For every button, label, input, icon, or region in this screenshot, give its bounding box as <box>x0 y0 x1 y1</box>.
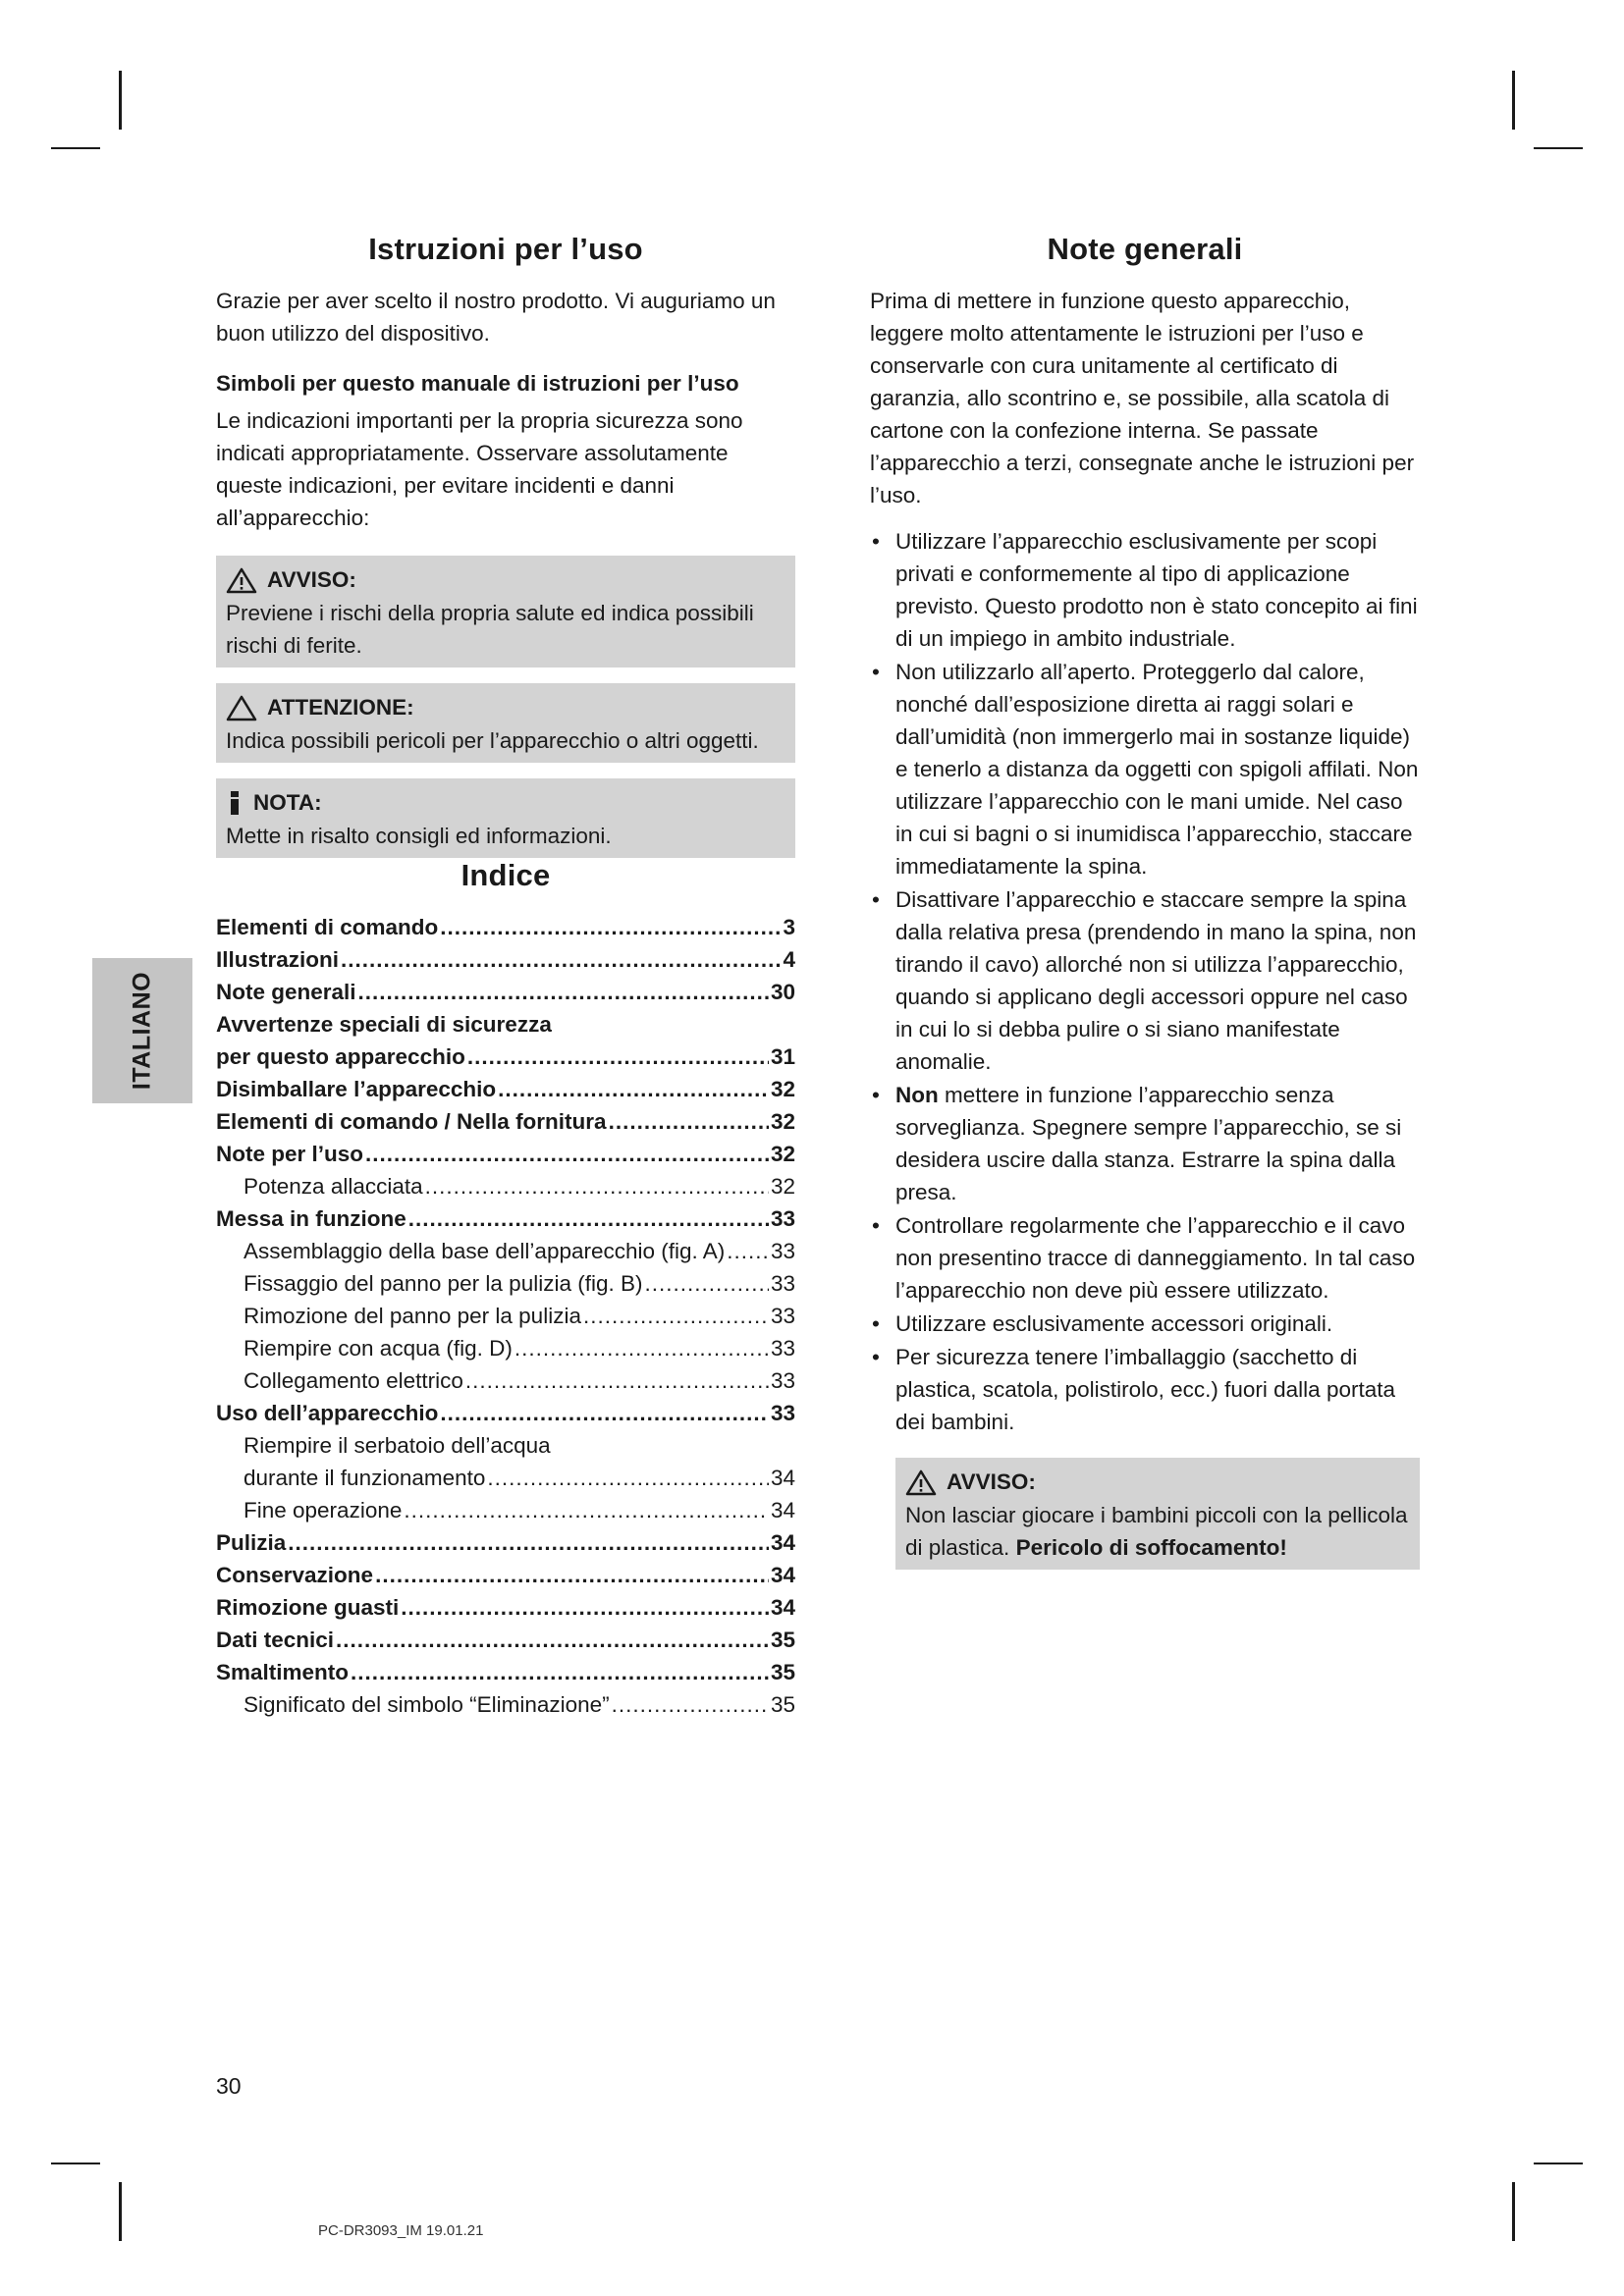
intro-text: Grazie per aver scelto il nostro prodotto. Vi auguriamo un buon utilizzo del dispositivo. <box>216 289 776 346</box>
notice-avviso-suffocation <box>895 1458 1420 1570</box>
toc-title: Indice <box>460 858 551 892</box>
list-item: • Controllare regolarmente che l’apparecchio e il cavo non presentino tracce di danneggiamento. In tal caso l’apparecchio non deve più essere utilizzato. <box>870 1209 1420 1307</box>
toc-entry[interactable]: Uso dell’apparecchio ..... 33 <box>216 1397 795 1429</box>
toc-entry[interactable]: Rimozione guasti ..... 34 <box>216 1591 795 1624</box>
crop-mark <box>1534 147 1583 149</box>
toc-entry[interactable]: Assemblaggio della base dell’apparecchio (fig. A) ..... 33 <box>216 1235 795 1267</box>
warning-triangle-icon <box>905 1468 937 1496</box>
toc-entry[interactable]: Riempire il serbatoio dell’acqua <box>244 1433 551 1458</box>
general-notes-intro: Prima di mettere in funzione questo apparecchio, leggere molto attentamente le istruzioni per l’uso e conservarle con cura unitamente al certificato di garanzia, allo scontrino e, se possibile, alla scatola di cartone con la confezione interna. Se passate l’apparecchio a terzi, consegnate anche le istruzioni per l’uso. <box>870 289 1415 507</box>
toc-entry[interactable]: Fine operazione ..... 34 <box>216 1494 795 1526</box>
notice-bold-text: Pericolo di soffocamento! <box>1015 1535 1287 1560</box>
notice-text: Non lasciar giocare i bambini piccoli con la pellicola di plastica. Pericolo di soffocamento! <box>905 1503 1408 1560</box>
crop-mark <box>51 2163 100 2164</box>
list-item: • Utilizzare esclusivamente accessori originali. <box>870 1308 1420 1340</box>
crop-mark <box>119 71 122 130</box>
toc-entry[interactable]: Elementi di comando / Nella fornitura ..... 32 <box>216 1105 795 1138</box>
notice-label: AVVISO: <box>947 1469 1036 1494</box>
notice-avviso-label: AVVISO: <box>267 567 356 592</box>
list-item: • Utilizzare l’apparecchio esclusivamente per scopi privati e conformemente al tipo di applicazione previsto. Questo prodotto non è stato concepito ai fini di un impiego in ambito industriale. <box>870 525 1420 655</box>
crop-mark <box>1512 71 1515 130</box>
info-icon <box>226 789 244 817</box>
section-title-note-generali: Note generali <box>1047 232 1243 266</box>
toc-entry[interactable]: Messa in funzione ..... 33 <box>216 1202 795 1235</box>
language-tab-label: ITALIANO <box>128 971 156 1091</box>
toc-entry[interactable]: Disimballare l’apparecchio ..... 32 <box>216 1073 795 1105</box>
crop-mark <box>1534 2163 1583 2164</box>
symbols-text: Le indicazioni importanti per la propria sicurezza sono indicati appropriatamente. Osservare assolutamente queste indicazioni, per evitare incidenti e danni all’apparecchio: <box>216 408 743 530</box>
toc-entry[interactable]: per questo apparecchio ..... 31 <box>216 1041 795 1073</box>
caution-triangle-icon <box>226 694 257 721</box>
notice-attenzione <box>216 683 795 763</box>
toc-entry[interactable]: Elementi di comando ..... 3 <box>216 911 795 943</box>
toc-entry[interactable]: Pulizia ..... 34 <box>216 1526 795 1559</box>
toc-entry[interactable]: Smaltimento ..... 35 <box>216 1656 795 1688</box>
crop-mark <box>51 147 100 149</box>
notice-nota-label: NOTA: <box>253 790 322 815</box>
crop-mark <box>119 2182 122 2241</box>
toc-entry[interactable]: Avvertenze speciali di sicurezza <box>216 1012 552 1037</box>
notice-attenzione-label: ATTENZIONE: <box>267 695 414 720</box>
crop-mark <box>1512 2182 1515 2241</box>
toc-entry[interactable]: Conservazione ..... 34 <box>216 1559 795 1591</box>
notice-nota <box>216 778 795 858</box>
table-of-contents <box>216 911 795 1721</box>
page-number: 30 <box>216 2073 242 2099</box>
symbols-heading: Simboli per questo manuale di istruzioni per l’uso <box>216 371 739 396</box>
toc-entry[interactable]: Note generali ..... 30 <box>216 976 795 1008</box>
notice-attenzione-text: Indica possibili pericoli per l’apparecchio o altri oggetti. <box>226 728 759 753</box>
list-item <box>870 1079 1420 1208</box>
toc-entry[interactable]: Significato del simbolo “Eliminazione” ..... 35 <box>216 1688 795 1721</box>
toc-entry[interactable]: Fissaggio del panno per la pulizia (fig. B) ..... 33 <box>216 1267 795 1300</box>
notice-avviso <box>216 556 795 667</box>
toc-entry[interactable]: Rimozione del panno per la pulizia ..... 33 <box>216 1300 795 1332</box>
toc-entry[interactable]: Illustrazioni ..... 4 <box>216 943 795 976</box>
list-item-text: mettere in funzione l’apparecchio senza sorveglianza. Spegnere sempre l’apparecchio, se si desidera uscire dalla stanza. Estrarre la spina dalla presa. <box>895 1083 1402 1204</box>
safety-bullet-list <box>870 525 1420 1438</box>
notice-nota-text: Mette in risalto consigli ed informazioni. <box>226 824 612 848</box>
toc-entry[interactable]: Dati tecnici ..... 35 <box>216 1624 795 1656</box>
language-tab <box>92 958 192 1103</box>
list-item: • Non utilizzarlo all’aperto. Proteggerlo dal calore, nonché dall’esposizione diretta ai raggi solari e dall’umidità (non immergerlo mai in sostanze liquide) e tenerlo a distanza da oggetti con spigoli affilati. Non utilizzare l’apparecchio con le mani umide. Nel caso in cui si bagni o si inumidisca l’apparecchio, staccare immediatamente la spina. <box>870 656 1420 882</box>
toc-entry[interactable]: Collegamento elettrico ..... 33 <box>216 1364 795 1397</box>
section-title-istruzioni: Istruzioni per l’uso <box>368 232 643 266</box>
toc-entry[interactable]: durante il funzionamento ..... 34 <box>216 1462 795 1494</box>
list-item: • Disattivare l’apparecchio e staccare sempre la spina dalla relativa presa (prendendo in mano la spina, non tirando il cavo) allorché non si utilizza l’apparecchio, quando si applicano degli accessori oppure nel caso in cui lo si debba pulire o si siano manifestate anomalie. <box>870 883 1420 1078</box>
toc-entry[interactable]: Riempire con acqua (fig. D) ..... 33 <box>216 1332 795 1364</box>
list-item-bold: Non <box>895 1083 939 1107</box>
left-column <box>216 232 795 1721</box>
warning-triangle-icon <box>226 566 257 594</box>
toc-entry[interactable]: Potenza allacciata ..... 32 <box>216 1170 795 1202</box>
toc-entry[interactable]: Note per l’uso ..... 32 <box>216 1138 795 1170</box>
list-item: • Per sicurezza tenere l’imballaggio (sacchetto di plastica, scatola, polistirolo, ecc.) fuori dalla portata dei bambini. <box>870 1341 1420 1438</box>
footer-doc-code: PC-DR3093_IM 19.01.21 <box>318 2222 484 2239</box>
right-column <box>870 232 1420 1570</box>
notice-avviso-text: Previene i rischi della propria salute ed indica possibili rischi di ferite. <box>226 601 754 658</box>
